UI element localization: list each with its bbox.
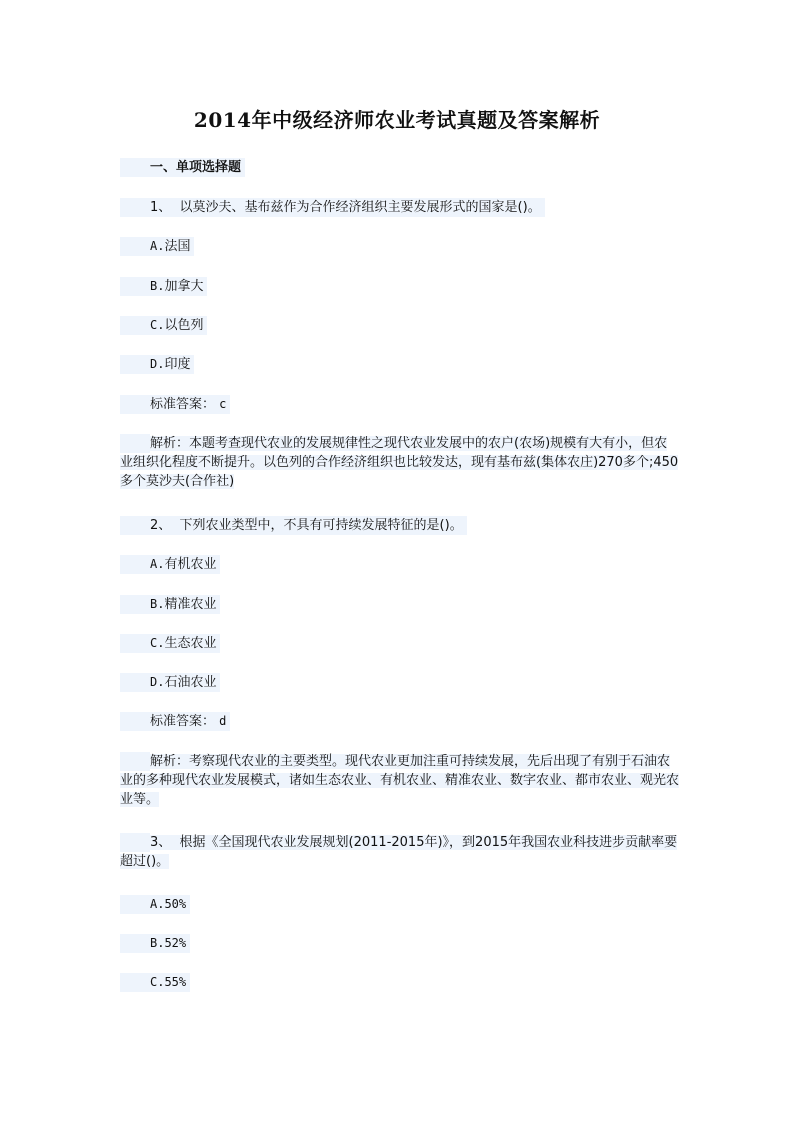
question-2-answer xyxy=(120,712,230,731)
question-3-stem-text xyxy=(120,835,677,869)
question-1-answer xyxy=(120,395,230,414)
question-1-option-b xyxy=(120,277,207,296)
question-1-analysis xyxy=(120,434,680,491)
question-1-option-d xyxy=(120,355,194,374)
question-3-option-c xyxy=(120,973,190,992)
question-2-option-c xyxy=(120,634,220,653)
option-text: 印度 xyxy=(164,357,191,372)
section-heading-text: 一、单项选择题 xyxy=(120,158,245,177)
question-3-stem xyxy=(120,833,680,871)
option-text: 加拿大 xyxy=(164,279,204,294)
option-text: 生态农业 xyxy=(164,636,217,651)
option-text: 52% xyxy=(164,936,187,950)
question-1-option-c xyxy=(120,316,207,335)
option-label: A. xyxy=(150,897,165,911)
analysis-text: 解析：考察现代农业的主要类型。现代农业更加注重可持续发展，先后出现了有别于石油农业的多种现代农业发展模式，诸如生态农业、有机农业、精准农业、数字农业、都市农业、观光农业等。 xyxy=(120,754,680,807)
analysis-text: 解析：本题考查现代农业的发展规律性之现代农业发展中的农户(农场)规模有大有小，但农业组织化程度不断提升。以色列的合作经济组织也比较发达，现有基布兹(集体农庄)270多个;450多个莫沙夫(合作社) xyxy=(120,436,679,489)
answer-value: d xyxy=(219,714,227,728)
question-number: 1、 xyxy=(150,200,172,215)
question-stem: 根据《全国现代农业发展规划(2011-2015年)》，到2015年我国农业科技进步贡献率要超过()。 xyxy=(120,835,678,869)
option-text: 以色列 xyxy=(164,318,204,333)
answer-label: 标准答案： xyxy=(150,714,216,729)
option-label: C. xyxy=(150,318,165,332)
option-label: A. xyxy=(150,557,165,571)
question-2-analysis xyxy=(120,752,680,809)
question-2-option-d xyxy=(120,673,220,692)
question-number: 3、 xyxy=(150,835,172,850)
answer-label: 标准答案： xyxy=(150,397,216,412)
question-3-option-b xyxy=(120,934,190,953)
option-label: C. xyxy=(150,975,165,989)
option-label: C. xyxy=(150,636,165,650)
question-2-stem-text xyxy=(120,516,467,535)
section-heading xyxy=(120,158,245,177)
question-1-stem xyxy=(120,198,545,217)
option-text: 有机农业 xyxy=(164,557,217,572)
option-text: 石油农业 xyxy=(164,675,217,690)
question-stem: 下列农业类型中，不具有可持续发展特征的是()。 xyxy=(179,518,463,533)
question-2-stem xyxy=(120,516,467,535)
answer-value: c xyxy=(219,397,227,411)
option-label: D. xyxy=(150,357,165,371)
option-label: B. xyxy=(150,936,165,950)
question-1-stem-text xyxy=(120,198,545,217)
option-text: 50% xyxy=(164,897,187,911)
option-label: D. xyxy=(150,675,165,689)
option-text: 55% xyxy=(164,975,187,989)
question-2-option-b xyxy=(120,595,220,614)
question-3-option-a xyxy=(120,895,190,914)
question-stem: 以莫沙夫、基布兹作为合作经济组织主要发展形式的国家是()。 xyxy=(179,200,541,215)
document-title: 2014年中级经济师农业考试真题及答案解析 xyxy=(193,108,601,132)
option-label: A. xyxy=(150,239,165,253)
question-number: 2、 xyxy=(150,518,172,533)
question-2-option-a xyxy=(120,555,220,574)
option-text: 法国 xyxy=(164,239,191,254)
option-text: 精准农业 xyxy=(164,597,217,612)
question-1-option-a xyxy=(120,237,194,256)
option-label: B. xyxy=(150,597,165,611)
option-label: B. xyxy=(150,279,165,293)
